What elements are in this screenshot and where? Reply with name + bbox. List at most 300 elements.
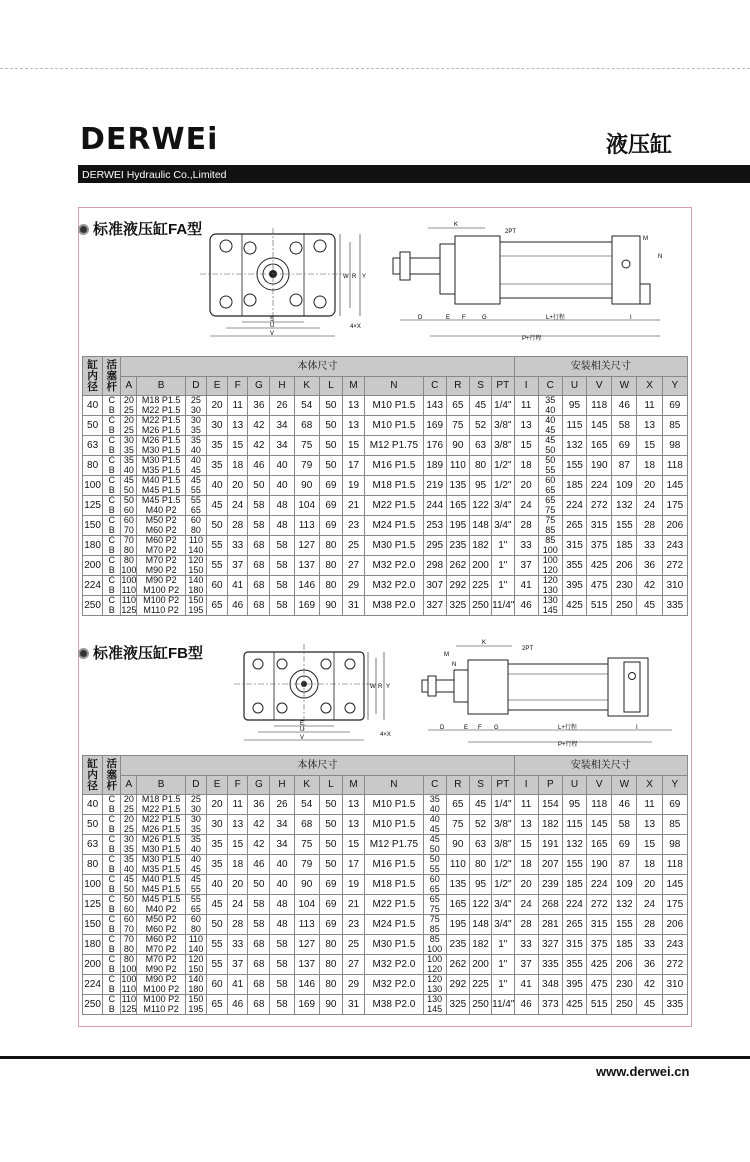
svg-text:Y: Y <box>386 684 391 690</box>
table-cell: 34 <box>270 815 294 835</box>
table-cell: 26 <box>270 396 294 416</box>
table-cell: 118 <box>587 396 612 416</box>
table-cell: 55 65 <box>185 496 206 516</box>
table-cell: 42 <box>637 576 662 596</box>
company-name: DERWEI Hydraulic Co.,Limited <box>82 169 227 181</box>
table-cell: 18 <box>228 456 248 476</box>
table-cell: 75 85 <box>538 516 562 536</box>
table-cell: C B <box>103 835 121 855</box>
table-cell: 243 <box>662 935 687 955</box>
table-cell: 25 <box>342 536 364 556</box>
table-cell: 69 <box>319 875 342 895</box>
table-cell: 30 35 <box>121 835 137 855</box>
table-cell: 60 <box>206 576 227 596</box>
table-cell: 1/2" <box>492 476 514 496</box>
table-cell: 46 <box>228 995 248 1015</box>
table-cell: 58 <box>248 496 270 516</box>
table-cell: 45 50 <box>121 875 137 895</box>
table-cell: C B <box>103 516 121 536</box>
table-cell: 98 <box>662 835 687 855</box>
table-cell: C B <box>103 975 121 995</box>
table-cell: 31 <box>342 995 364 1015</box>
table-cell: M45 P1.5 M40 P2 <box>137 496 185 516</box>
table-cell: 115 <box>562 815 586 835</box>
table-cell: 20 <box>514 476 538 496</box>
table-cell: C B <box>103 955 121 975</box>
table-cell: 24 <box>514 895 538 915</box>
table-cell: M60 P2 M70 P2 <box>137 536 185 556</box>
table-cell: 325 <box>446 995 469 1015</box>
table-cell: 58 <box>270 596 294 616</box>
table-cell: 200 <box>469 556 491 576</box>
table-cell: 54 <box>294 795 319 815</box>
table-cell: 1" <box>492 576 514 596</box>
table-cell: 69 <box>612 835 637 855</box>
table-cell: 55 <box>206 935 227 955</box>
column-header: M <box>342 776 364 795</box>
column-header: M <box>342 377 364 396</box>
table-cell: 17 <box>342 855 364 875</box>
table-cell: 68 <box>248 576 270 596</box>
svg-text:I: I <box>636 725 638 731</box>
svg-text:2PT: 2PT <box>522 646 534 652</box>
table-cell: 110 <box>446 855 469 875</box>
table-cell: 60 <box>206 975 227 995</box>
column-header: E <box>206 776 227 795</box>
table-cell: 69 <box>662 396 687 416</box>
table-cell: 40 <box>270 456 294 476</box>
table-cell: 335 <box>662 596 687 616</box>
table-cell: C B <box>103 895 121 915</box>
table-cell: 70 80 <box>121 536 137 556</box>
table-cell: 25 <box>342 935 364 955</box>
table-cell: M16 P1.5 <box>365 855 423 875</box>
table-cell: 28 <box>228 516 248 536</box>
table-cell: M10 P1.5 <box>365 396 423 416</box>
table-cell: 46 <box>612 795 637 815</box>
table-cell: M50 P2 M60 P2 <box>137 516 185 536</box>
table-cell: 35 <box>206 436 227 456</box>
table-cell: 18 <box>637 855 662 875</box>
table-cell: 63 <box>469 436 491 456</box>
table-cell: 35 40 <box>538 396 562 416</box>
table-cell: 23 <box>342 516 364 536</box>
table-cell: 3/8" <box>492 835 514 855</box>
table-cell: 33 <box>514 536 538 556</box>
table-cell: 109 <box>612 476 637 496</box>
table-cell: 13 <box>342 416 364 436</box>
table-cell: 272 <box>587 895 612 915</box>
table-cell: 11/4" <box>492 596 514 616</box>
table-cell: 41 <box>228 975 248 995</box>
column-header: G <box>248 776 270 795</box>
table-cell: 20 <box>514 875 538 895</box>
table-cell: 40 <box>83 396 103 416</box>
table-cell: 191 <box>538 835 562 855</box>
table-cell: 120 130 <box>538 576 562 596</box>
table-cell: 262 <box>446 556 469 576</box>
table-cell: M26 P1.5 M30 P1.5 <box>137 835 185 855</box>
table-cell: 20 25 <box>121 396 137 416</box>
table-cell: 65 75 <box>538 496 562 516</box>
table-cell: 69 <box>319 496 342 516</box>
table-cell: 50 60 <box>121 496 137 516</box>
fa-drawing-svg <box>200 222 680 350</box>
table-cell: 15 <box>514 835 538 855</box>
table-cell: 48 <box>270 915 294 935</box>
table-cell: 15 <box>228 436 248 456</box>
column-header: F <box>228 377 248 396</box>
table-cell: 58 <box>612 815 637 835</box>
table-cell: M90 P2 M100 P2 <box>137 975 185 995</box>
table-cell: M18 P1.5 <box>365 476 423 496</box>
table-cell: 11 <box>514 396 538 416</box>
table-cell: C B <box>103 596 121 616</box>
table-cell: 75 <box>294 835 319 855</box>
table-cell: 46 <box>248 456 270 476</box>
table-cell: 46 <box>248 855 270 875</box>
table-cell: 118 <box>662 456 687 476</box>
table-cell: M38 P2.0 <box>365 596 423 616</box>
table-cell: 100 110 <box>121 974 137 994</box>
table-cell: 190 <box>587 855 612 875</box>
table-cell: 19 <box>342 476 364 496</box>
table-cell: 21 <box>342 895 364 915</box>
svg-text:L+行程: L+行程 <box>558 725 577 731</box>
table-cell: 268 <box>538 895 562 915</box>
table-cell: M16 P1.5 <box>365 456 423 476</box>
table-cell: M70 P2 M90 P2 <box>137 556 185 576</box>
column-header: X <box>637 377 662 396</box>
svg-text:V: V <box>300 735 305 741</box>
table-cell: 185 <box>562 875 586 895</box>
table-cell: 28 <box>514 915 538 935</box>
table-cell: 182 <box>469 935 491 955</box>
table-cell: 135 <box>446 875 469 895</box>
table-cell: 200 <box>469 955 491 975</box>
brand-logo: DERWEi <box>80 122 219 157</box>
table-cell: 35 40 <box>423 795 446 815</box>
fb-drawing <box>232 640 684 755</box>
svg-text:W: W <box>343 274 349 280</box>
table-cell: 34 <box>270 416 294 436</box>
table-cell: 272 <box>662 955 687 975</box>
svg-text:M: M <box>444 652 449 658</box>
column-header: H <box>270 377 294 396</box>
table-cell: 52 <box>469 416 491 436</box>
table-cell: 68 <box>248 975 270 995</box>
svg-text:E: E <box>446 315 451 321</box>
table-cell: 110 125 <box>121 595 137 615</box>
table-cell: 127 <box>294 935 319 955</box>
table-cell: 110 <box>446 456 469 476</box>
table-cell: 58 <box>248 915 270 935</box>
table-cell: 100 <box>83 875 103 895</box>
column-header: N <box>365 776 423 795</box>
table-cell: 42 <box>248 815 270 835</box>
table-cell: 46 <box>514 596 538 616</box>
table-cell: M45 P1.5 M40 P2 <box>137 895 185 915</box>
column-header: D <box>185 776 206 795</box>
table-cell: 1" <box>492 935 514 955</box>
body-group-header: 本体尺寸 <box>121 357 514 377</box>
table-cell: 425 <box>587 556 612 576</box>
table-cell: 310 <box>662 576 687 596</box>
table-cell: 50 <box>319 436 342 456</box>
table-cell: 42 <box>248 436 270 456</box>
table-cell: 230 <box>612 975 637 995</box>
table-cell: 45 50 <box>423 835 446 855</box>
table-cell: 50 <box>83 815 103 835</box>
table-cell: 63 <box>83 835 103 855</box>
table-row <box>83 476 688 496</box>
svg-text:G: G <box>494 725 499 731</box>
table-cell: C B <box>103 456 121 476</box>
table-cell: 180 <box>83 536 103 556</box>
table-cell: 30 <box>206 815 227 835</box>
table-cell: 244 <box>423 496 446 516</box>
table-cell: 45 55 <box>185 875 206 895</box>
table-cell: 40 <box>270 875 294 895</box>
table-cell: 150 195 <box>185 596 206 616</box>
column-header: A <box>121 776 137 795</box>
table-cell: 185 <box>612 935 637 955</box>
mount-group-header: 安装相关尺寸 <box>514 357 687 377</box>
table-cell: 41 <box>228 576 248 596</box>
table-cell: 335 <box>538 955 562 975</box>
table-cell: 58 <box>248 516 270 536</box>
table-cell: 80 <box>319 975 342 995</box>
table-cell: 58 <box>248 895 270 915</box>
table-cell: 58 <box>612 416 637 436</box>
table-cell: 36 <box>637 955 662 975</box>
table-cell: 28 <box>637 516 662 536</box>
table-cell: 26 <box>270 795 294 815</box>
table-cell: 11 <box>228 396 248 416</box>
table-cell: 182 <box>469 536 491 556</box>
table-cell: 150 <box>83 516 103 536</box>
company-bar <box>78 165 750 183</box>
column-header: W <box>612 377 637 396</box>
table-cell: 30 <box>206 416 227 436</box>
table-cell: 28 <box>514 516 538 536</box>
table-cell: 33 <box>514 935 538 955</box>
table-cell: 155 <box>612 516 637 536</box>
section-title-fb <box>78 642 203 663</box>
bore-header: 缸内径 <box>83 357 103 396</box>
table-cell: 50 <box>319 396 342 416</box>
table-cell: 1" <box>492 975 514 995</box>
table-row <box>83 456 688 476</box>
table-cell: 145 <box>662 476 687 496</box>
table-cell: 55 <box>206 556 227 576</box>
table-cell: 45 <box>206 895 227 915</box>
table-cell: 425 <box>562 995 586 1015</box>
table-cell: 104 <box>294 496 319 516</box>
table-cell: 135 <box>446 476 469 496</box>
table-cell: C B <box>103 536 121 556</box>
table-cell: M24 P1.5 <box>365 915 423 935</box>
table-cell: 120 150 <box>185 556 206 576</box>
table-cell: 69 <box>319 895 342 915</box>
table-cell: 50 55 <box>538 456 562 476</box>
table-cell: 250 <box>469 995 491 1015</box>
table-cell: 45 <box>637 596 662 616</box>
svg-text:I: I <box>630 315 632 321</box>
table-cell: 37 <box>514 955 538 975</box>
table-cell: 48 <box>270 496 294 516</box>
table-cell: 327 <box>423 596 446 616</box>
column-header: R <box>446 776 469 795</box>
table-cell: 18 <box>514 855 538 875</box>
table-cell: 1/2" <box>492 456 514 476</box>
table-cell: 65 <box>446 795 469 815</box>
table-cell: 224 <box>83 975 103 995</box>
section-title-fa-text: 标准液压缸FA型 <box>93 221 203 238</box>
column-header: W <box>612 776 637 795</box>
table-cell: 35 <box>206 456 227 476</box>
table-cell: 20 25 <box>121 815 137 835</box>
table-cell: 85 <box>662 416 687 436</box>
svg-text:E: E <box>300 721 305 727</box>
table-cell: 69 <box>319 516 342 536</box>
table-cell: 137 <box>294 556 319 576</box>
table-cell: C B <box>103 875 121 895</box>
svg-text:G: G <box>482 315 487 321</box>
table-cell: 68 <box>294 815 319 835</box>
table-cell: 127 <box>294 536 319 556</box>
column-header: PT <box>492 776 514 795</box>
table-cell: 15 <box>228 835 248 855</box>
column-header: P <box>538 776 562 795</box>
section-title-fb-text: 标准液压缸FB型 <box>93 645 203 662</box>
table-cell: 55 <box>206 536 227 556</box>
table-cell: 3/8" <box>492 436 514 456</box>
table-cell: M30 P1.5 M35 P1.5 <box>137 855 185 875</box>
table-cell: 75 <box>446 815 469 835</box>
table-cell: 175 <box>662 496 687 516</box>
table-cell: 3/4" <box>492 915 514 935</box>
table-cell: 239 <box>538 875 562 895</box>
table-cell: 80 <box>83 456 103 476</box>
table-cell: 48 <box>270 516 294 536</box>
table-cell: 48 <box>270 895 294 915</box>
table-cell: 15 <box>637 835 662 855</box>
table-cell: 50 <box>248 476 270 496</box>
table-cell: 207 <box>538 855 562 875</box>
table-cell: 225 <box>469 975 491 995</box>
table-cell: 100 110 <box>121 575 137 595</box>
table-cell: 265 <box>562 915 586 935</box>
table-cell: 58 <box>270 935 294 955</box>
table-cell: 175 <box>662 895 687 915</box>
table-cell: 15 <box>342 436 364 456</box>
table-cell: 27 <box>342 556 364 576</box>
bore-header: 缸内径 <box>83 756 103 795</box>
table-cell: 40 45 <box>185 855 206 875</box>
table-cell: 295 <box>423 536 446 556</box>
table-cell: 80 100 <box>121 954 137 974</box>
table-cell: 125 <box>83 496 103 516</box>
table-cell: 30 35 <box>121 436 137 456</box>
table-cell: 20 25 <box>121 795 137 815</box>
table-cell: 150 <box>83 915 103 935</box>
table-cell: 1/2" <box>492 875 514 895</box>
table-cell: 250 <box>83 596 103 616</box>
table-cell: 3/4" <box>492 496 514 516</box>
table-cell: 425 <box>562 596 586 616</box>
table-cell: 65 <box>206 995 227 1015</box>
table-cell: 20 <box>637 476 662 496</box>
table-cell: M32 P2.0 <box>365 955 423 975</box>
table-cell: 224 <box>83 576 103 596</box>
column-header: G <box>248 377 270 396</box>
table-cell: 40 45 <box>423 815 446 835</box>
table-cell: 200 <box>83 556 103 576</box>
table-cell: 140 180 <box>185 576 206 596</box>
table-cell: 35 40 <box>185 835 206 855</box>
table-cell: 18 <box>637 456 662 476</box>
table-cell: 42 <box>248 416 270 436</box>
table-cell: 327 <box>538 935 562 955</box>
table-cell: 34 <box>270 436 294 456</box>
table-cell: 50 55 <box>423 855 446 875</box>
table-cell: 230 <box>612 576 637 596</box>
table-cell: 292 <box>446 576 469 596</box>
table-cell: 35 <box>206 835 227 855</box>
table-row <box>83 855 688 875</box>
table-cell: 206 <box>662 516 687 536</box>
table-cell: 475 <box>587 576 612 596</box>
table-cell: 145 <box>662 875 687 895</box>
table-cell: 165 <box>446 496 469 516</box>
table-row <box>83 576 688 596</box>
table-cell: 52 <box>469 815 491 835</box>
column-header: Y <box>662 776 687 795</box>
table-cell: 31 <box>342 596 364 616</box>
table-cell: 145 <box>587 416 612 436</box>
table-cell: 35 40 <box>185 436 206 456</box>
table-cell: M30 P1.5 M35 P1.5 <box>137 456 185 476</box>
column-header: B <box>137 776 185 795</box>
table-cell: 100 <box>83 476 103 496</box>
table-cell: 189 <box>423 456 446 476</box>
table-cell: 20 <box>637 875 662 895</box>
table-cell: 63 <box>83 436 103 456</box>
table-cell: 224 <box>587 476 612 496</box>
table-cell: 40 45 <box>538 416 562 436</box>
column-header: N <box>365 377 423 396</box>
table-cell: 80 100 <box>121 555 137 575</box>
table-cell: 58 <box>270 556 294 576</box>
table-cell: 165 <box>587 835 612 855</box>
table-cell: M22 P1.5 M26 P1.5 <box>137 416 185 436</box>
table-row <box>83 436 688 456</box>
table-cell: 176 <box>423 436 446 456</box>
table-cell: 195 <box>446 516 469 536</box>
table-cell: 17 <box>342 456 364 476</box>
table-cell: C B <box>103 396 121 416</box>
svg-text:W: W <box>370 684 376 690</box>
product-title: 液压缸 <box>606 132 673 157</box>
table-cell: 45 <box>469 396 491 416</box>
table-cell: 155 <box>562 855 586 875</box>
column-header: C <box>423 776 446 795</box>
table-cell: 75 <box>294 436 319 456</box>
table-cell: M30 P1.5 <box>365 935 423 955</box>
table-cell: 104 <box>294 895 319 915</box>
table-cell: 69 <box>319 915 342 935</box>
